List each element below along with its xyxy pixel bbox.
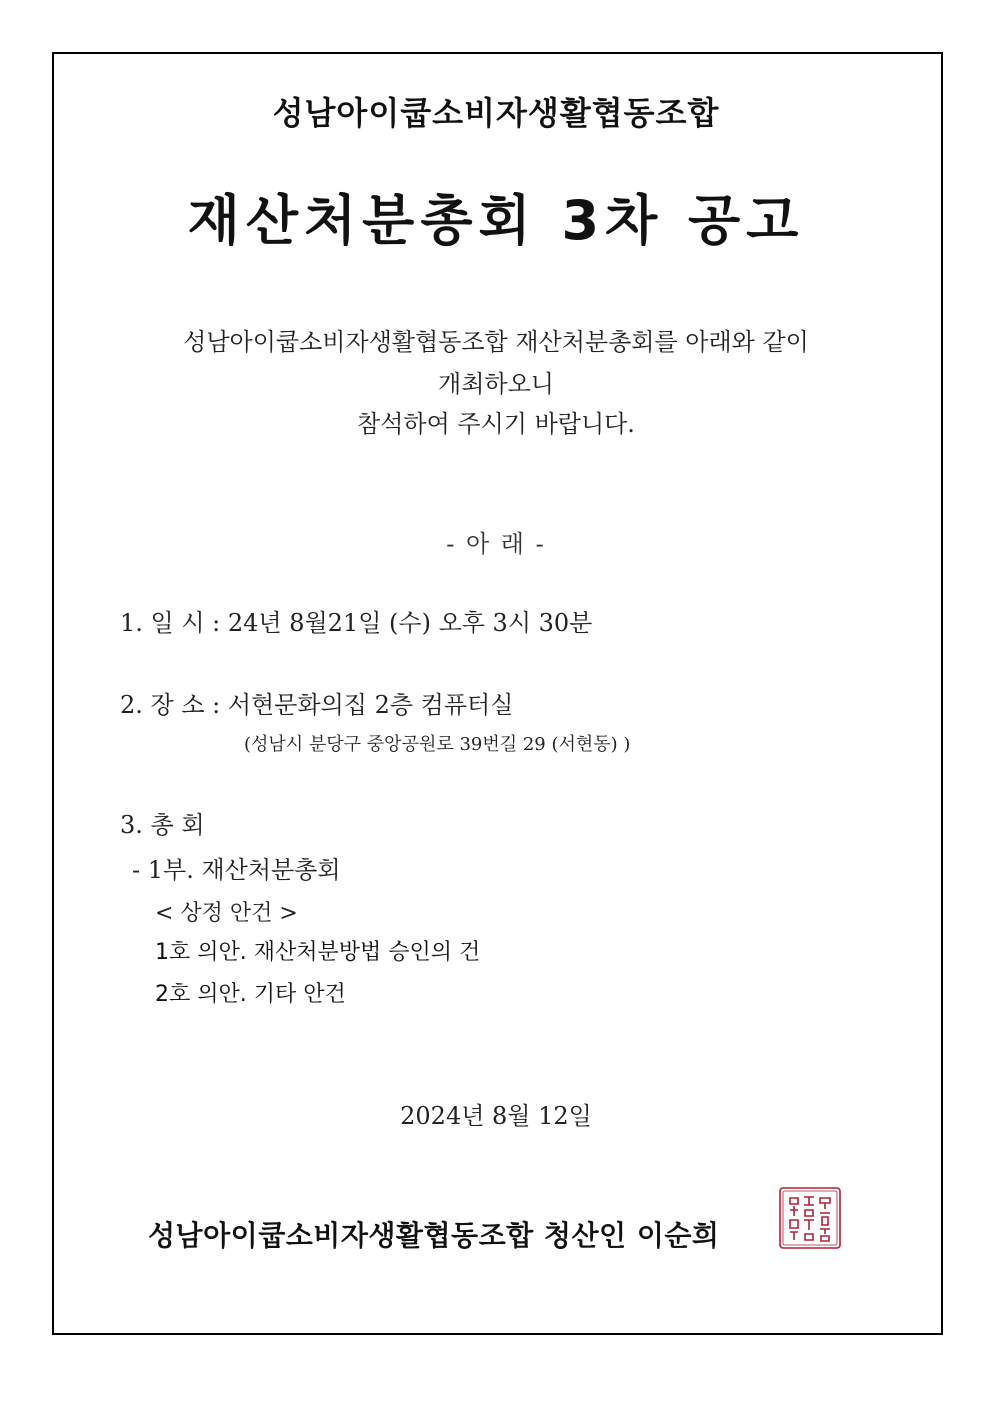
agenda-item-1: 1호 의안. 재산처분방법 승인의 건 — [155, 940, 481, 965]
item-date-time: 1. 일 시 : 24년 8월21일 (수) 오후 3시 30분 — [120, 609, 593, 637]
intro-line-2: 개최하오니 — [438, 370, 554, 398]
issue-date: 2024년 8월 12일 — [400, 1102, 592, 1130]
notice-title: 재산처분총회 3차 공고 — [187, 189, 805, 252]
agenda-item-2: 2호 의안. 기타 안건 — [155, 982, 346, 1007]
item-general-meeting: 3. 총 회 — [120, 811, 205, 839]
signature-line: 성남아이쿱소비자생활협동조합 청산인 이순희 — [148, 1219, 720, 1252]
item-place: 2. 장 소 : 서현문화의집 2층 컴퓨터실 — [120, 691, 514, 719]
intro-line-3: 참석하여 주시기 바랍니다. — [357, 410, 635, 438]
official-seal-icon — [778, 1186, 842, 1250]
item-part-one: - 1부. 재산처분총회 — [132, 856, 341, 884]
organization-header: 성남아이쿱소비자생활협동조합 — [272, 94, 720, 132]
intro-line-1: 성남아이쿱소비자생활협동조합 재산처분총회를 아래와 같이 — [183, 328, 809, 356]
item-address: (성남시 분당구 중앙공원로 39번길 29 (서현동) ) — [244, 734, 631, 755]
agenda-heading: < 상정 안건 > — [155, 901, 298, 926]
below-section-heading: - 아 래 - — [446, 530, 546, 558]
